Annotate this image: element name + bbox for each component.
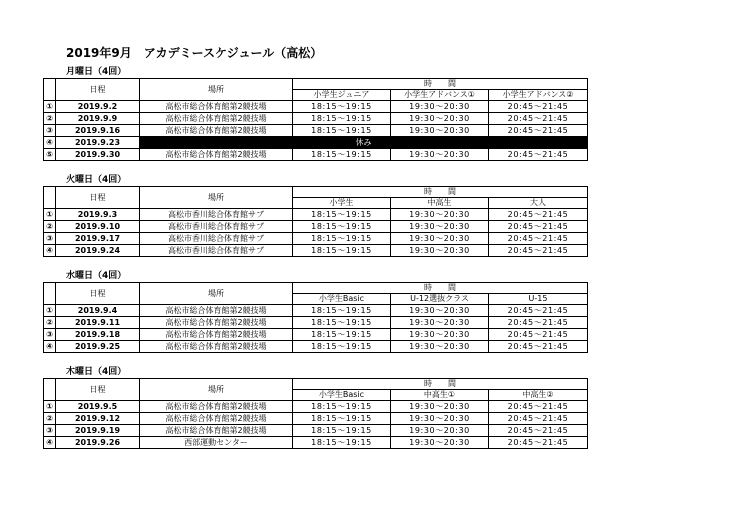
row-place: 高松市総合体育館第2競技場 xyxy=(140,341,293,353)
row-number: ② xyxy=(44,413,56,425)
row-number: ④ xyxy=(44,245,56,257)
row-number: ③ xyxy=(44,425,56,437)
row-date: 2019.9.10 xyxy=(56,221,140,233)
time-slot: 19:30～20:30 xyxy=(391,149,489,161)
table-row xyxy=(44,125,588,137)
row-number: ② xyxy=(44,317,56,329)
table-row xyxy=(44,245,588,257)
time-slot: 19:30～20:30 xyxy=(391,209,489,221)
header-time: 時 間 xyxy=(293,79,588,90)
time-slot: 20:45～21:45 xyxy=(489,245,588,257)
schedule-table xyxy=(43,78,588,161)
header-blank xyxy=(44,283,56,305)
header-blank xyxy=(44,379,56,401)
row-date: 2019.9.4 xyxy=(56,305,140,317)
row-number: ④ xyxy=(44,137,56,149)
row-number: ④ xyxy=(44,437,56,449)
header-place: 場所 xyxy=(140,79,293,101)
row-number: ④ xyxy=(44,341,56,353)
row-place: 高松市総合体育館第2競技場 xyxy=(140,149,293,161)
row-place: 高松市香川総合体育館サブ xyxy=(140,245,293,257)
row-place: 高松市総合体育館第2競技場 xyxy=(140,101,293,113)
row-number: ① xyxy=(44,209,56,221)
row-place: 高松市総合体育館第2競技場 xyxy=(140,125,293,137)
time-slot: 19:30～20:30 xyxy=(391,221,489,233)
time-slot: 18:15～19:15 xyxy=(293,245,391,257)
header-blank xyxy=(44,187,56,209)
class-header: 大人 xyxy=(489,198,588,209)
row-date: 2019.9.19 xyxy=(56,425,140,437)
row-place: 高松市総合体育館第2競技場 xyxy=(140,113,293,125)
table-row xyxy=(44,101,588,113)
row-place: 高松市香川総合体育館サブ xyxy=(140,221,293,233)
time-slot: 19:30～20:30 xyxy=(391,425,489,437)
time-slot: 20:45～21:45 xyxy=(489,113,588,125)
row-date: 2019.9.2 xyxy=(56,101,140,113)
table-row xyxy=(44,149,588,161)
time-slot: 18:15～19:15 xyxy=(293,425,391,437)
time-slot: 18:15～19:15 xyxy=(293,125,391,137)
time-slot: 19:30～20:30 xyxy=(391,341,489,353)
schedule-section xyxy=(43,270,587,353)
table-row xyxy=(44,437,588,449)
table-row xyxy=(44,425,588,437)
row-date: 2019.9.23 xyxy=(56,137,140,149)
time-slot: 20:45～21:45 xyxy=(489,209,588,221)
time-slot: 19:30～20:30 xyxy=(391,305,489,317)
table-row xyxy=(44,137,588,149)
schedule-section xyxy=(43,174,587,257)
section-label: 火曜日（4回） xyxy=(66,175,127,185)
time-slot: 19:30～20:30 xyxy=(391,113,489,125)
header-time: 時 間 xyxy=(293,283,588,294)
header-place: 場所 xyxy=(140,283,293,305)
time-slot: 20:45～21:45 xyxy=(489,329,588,341)
row-date: 2019.9.16 xyxy=(56,125,140,137)
header-date: 日程 xyxy=(56,187,140,209)
time-slot: 20:45～21:45 xyxy=(489,221,588,233)
row-date: 2019.9.9 xyxy=(56,113,140,125)
row-date: 2019.9.11 xyxy=(56,317,140,329)
time-slot: 18:15～19:15 xyxy=(293,413,391,425)
time-slot: 18:15～19:15 xyxy=(293,221,391,233)
time-slot: 19:30～20:30 xyxy=(391,101,489,113)
row-place: 西部運動センター xyxy=(140,437,293,449)
class-header: 中高生① xyxy=(391,390,489,401)
time-slot: 20:45～21:45 xyxy=(489,317,588,329)
section-label: 水曜日（4回） xyxy=(66,271,127,281)
time-slot: 19:30～20:30 xyxy=(391,437,489,449)
class-header: 小学生 xyxy=(293,198,391,209)
class-header: U-15 xyxy=(489,294,588,305)
page-title: 2019年9月 アカデミースケジュール（高松） xyxy=(66,46,323,60)
time-slot: 20:45～21:45 xyxy=(489,425,588,437)
time-slot: 18:15～19:15 xyxy=(293,329,391,341)
header-date: 日程 xyxy=(56,379,140,401)
row-place: 高松市総合体育館第2競技場 xyxy=(140,305,293,317)
row-number: ① xyxy=(44,401,56,413)
schedule-section xyxy=(43,66,587,161)
row-place: 高松市総合体育館第2競技場 xyxy=(140,425,293,437)
schedule-table xyxy=(43,282,588,353)
table-row xyxy=(44,221,588,233)
row-place: 高松市香川総合体育館サブ xyxy=(140,233,293,245)
class-header: U-12選抜クラス xyxy=(391,294,489,305)
time-slot: 18:15～19:15 xyxy=(293,209,391,221)
time-slot: 20:45～21:45 xyxy=(489,233,588,245)
table-row xyxy=(44,341,588,353)
row-date: 2019.9.30 xyxy=(56,149,140,161)
table-row xyxy=(44,329,588,341)
row-place: 高松市総合体育館第2競技場 xyxy=(140,401,293,413)
section-label: 木曜日（4回） xyxy=(66,367,127,377)
row-date: 2019.9.17 xyxy=(56,233,140,245)
time-slot: 18:15～19:15 xyxy=(293,233,391,245)
time-slot: 18:15～19:15 xyxy=(293,101,391,113)
table-row xyxy=(44,233,588,245)
time-slot: 20:45～21:45 xyxy=(489,341,588,353)
time-slot: 18:15～19:15 xyxy=(293,341,391,353)
row-date: 2019.9.24 xyxy=(56,245,140,257)
time-slot: 19:30～20:30 xyxy=(391,401,489,413)
time-slot: 19:30～20:30 xyxy=(391,245,489,257)
row-number: ② xyxy=(44,221,56,233)
class-header: 中高生② xyxy=(489,390,588,401)
time-slot: 19:30～20:30 xyxy=(391,329,489,341)
row-place: 高松市総合体育館第2競技場 xyxy=(140,413,293,425)
class-header: 小学生アドバンス① xyxy=(391,90,489,101)
time-slot: 20:45～21:45 xyxy=(489,437,588,449)
table-row xyxy=(44,209,588,221)
table-row xyxy=(44,305,588,317)
row-number: ① xyxy=(44,101,56,113)
row-date: 2019.9.5 xyxy=(56,401,140,413)
time-slot: 20:45～21:45 xyxy=(489,413,588,425)
time-slot: 18:15～19:15 xyxy=(293,149,391,161)
class-header: 小学生Basic xyxy=(293,390,391,401)
time-slot: 18:15～19:15 xyxy=(293,305,391,317)
table-row xyxy=(44,113,588,125)
time-slot: 18:15～19:15 xyxy=(293,401,391,413)
table-row xyxy=(44,401,588,413)
schedule-table xyxy=(43,378,588,449)
row-place: 高松市総合体育館第2競技場 xyxy=(140,329,293,341)
row-date: 2019.9.12 xyxy=(56,413,140,425)
row-number: ③ xyxy=(44,329,56,341)
header-blank xyxy=(44,79,56,101)
row-number: ② xyxy=(44,113,56,125)
time-slot: 20:45～21:45 xyxy=(489,149,588,161)
row-place: 高松市総合体育館第2競技場 xyxy=(140,317,293,329)
header-time: 時 間 xyxy=(293,379,588,390)
header-date: 日程 xyxy=(56,283,140,305)
holiday-cell: 休み xyxy=(140,137,588,149)
schedule-section xyxy=(43,366,587,449)
time-slot: 18:15～19:15 xyxy=(293,113,391,125)
time-slot: 20:45～21:45 xyxy=(489,401,588,413)
row-date: 2019.9.26 xyxy=(56,437,140,449)
row-date: 2019.9.25 xyxy=(56,341,140,353)
table-row xyxy=(44,317,588,329)
row-number: ① xyxy=(44,305,56,317)
time-slot: 19:30～20:30 xyxy=(391,125,489,137)
row-place: 高松市香川総合体育館サブ xyxy=(140,209,293,221)
time-slot: 18:15～19:15 xyxy=(293,437,391,449)
time-slot: 20:45～21:45 xyxy=(489,101,588,113)
time-slot: 19:30～20:30 xyxy=(391,413,489,425)
time-slot: 19:30～20:30 xyxy=(391,233,489,245)
header-place: 場所 xyxy=(140,379,293,401)
class-header: 中高生 xyxy=(391,198,489,209)
time-slot: 19:30～20:30 xyxy=(391,317,489,329)
time-slot: 18:15～19:15 xyxy=(293,317,391,329)
class-header: 小学生Basic xyxy=(293,294,391,305)
time-slot: 20:45～21:45 xyxy=(489,125,588,137)
row-date: 2019.9.3 xyxy=(56,209,140,221)
row-number: ③ xyxy=(44,125,56,137)
row-number: ③ xyxy=(44,233,56,245)
header-place: 場所 xyxy=(140,187,293,209)
header-time: 時 間 xyxy=(293,187,588,198)
class-header: 小学生ジュニア xyxy=(293,90,391,101)
row-number: ⑤ xyxy=(44,149,56,161)
header-date: 日程 xyxy=(56,79,140,101)
row-date: 2019.9.18 xyxy=(56,329,140,341)
class-header: 小学生アドバンス② xyxy=(489,90,588,101)
schedule-table xyxy=(43,186,588,257)
section-label: 月曜日（4回） xyxy=(66,67,127,77)
time-slot: 20:45～21:45 xyxy=(489,305,588,317)
table-row xyxy=(44,413,588,425)
